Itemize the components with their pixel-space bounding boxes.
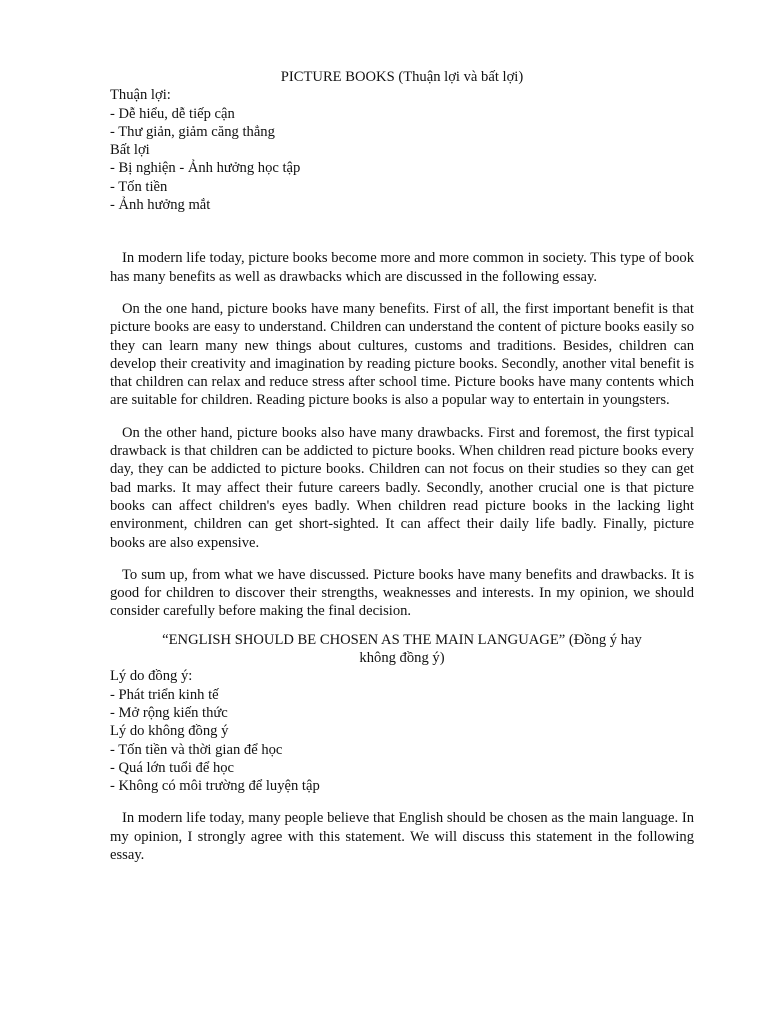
outline-item: - Thư giản, giảm căng thẳng — [110, 123, 275, 140]
outline-item: Thuận lợi: — [110, 87, 171, 104]
essay-paragraph: To sum up, from what we have discussed. Picture books have many benefits and drawbacks. It is good for children to discover their strengths, weaknesses and interests. In my opinion, we should consider carefully before making the final decision. — [110, 566, 694, 620]
outline-item: - Không có môi trường để luyện tập — [110, 778, 320, 795]
essay-paragraph: On the other hand, picture books also have many drawbacks. First and foremost, the first typical drawback is that children can be addicted to picture books. When children read picture books every day, they can be addicted to picture books. Children can not focus on their studies so they can get bad marks. It may affect their future careers badly. Secondly, another crucial one is that picture books can affect children's eyes badly. When children read picture books in the lacking light environment, children can get short-sighted. It can affect their daily life badly. Finally, picture books are also expensive. — [110, 424, 694, 551]
outline-item: Lý do đồng ý: — [110, 668, 193, 685]
outline-item: - Tốn tiền — [110, 178, 168, 195]
essay-paragraph: In modern life today, many people believe that English should be chosen as the main language. In my opinion, I strongly agree with this statement. We will discuss this statement in the following essay. — [110, 810, 694, 863]
outline-item: - Tốn tiền và thời gian để học — [110, 741, 283, 758]
outline-item: Bất lợi — [110, 142, 150, 159]
section2-title: “ENGLISH SHOULD BE CHOSEN AS THE MAIN LANGUAGE” (Đồng ý hay không đồng ý) — [162, 631, 642, 667]
section1-outline — [110, 86, 694, 214]
outline-item: - Phát triển kinh tế — [110, 686, 219, 703]
outline-item: - Bị nghiện - Ảnh hưởng học tập — [110, 160, 301, 177]
outline-item: - Ảnh hưởng mắt — [110, 197, 211, 214]
document-page — [110, 68, 694, 864]
outline-item: - Dễ hiểu, dễ tiếp cận — [110, 105, 235, 122]
essay-paragraph: On the one hand, picture books have many benefits. First of all, the first important benefit is that picture books are easy to understand. Children can understand the content of picture books easily so they can learn many new things about cultures, customs and traditions. Besides, children can develop their creativity and imagination by reading picture books. Secondly, another vital benefit is that children can relax and reduce stress after school time. Picture books have many contents which are suitable for children. Reading picture books is also a popular way to entertain in youngsters. — [110, 300, 694, 409]
outline-item: - Mở rộng kiến thức — [110, 704, 228, 721]
outline-item: Lý do không đồng ý — [110, 723, 229, 740]
essay-paragraph: In modern life today, picture books become more and more common in society. This type of book has many benefits as well as drawbacks which are discussed in the following essay. — [110, 250, 694, 285]
section1-title: PICTURE BOOKS (Thuận lợi và bất lợi) — [280, 69, 524, 85]
section2-outline — [110, 667, 694, 795]
outline-item: - Quá lớn tuổi để học — [110, 759, 235, 776]
